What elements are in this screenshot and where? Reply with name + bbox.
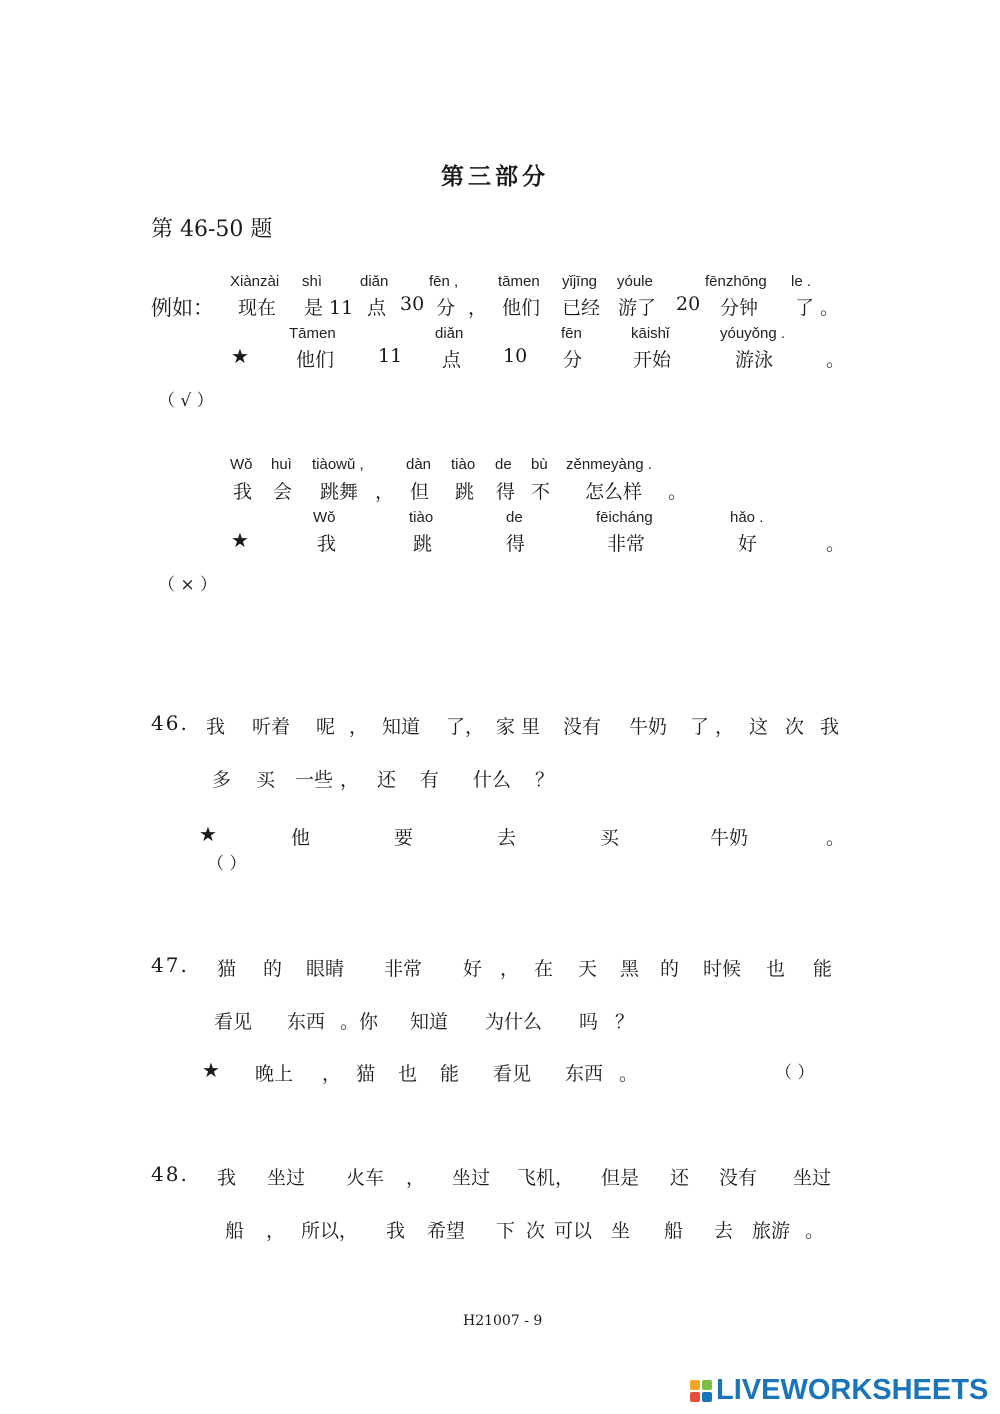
example2-stmt-word: 。 bbox=[826, 533, 846, 555]
q47-word: 时候 bbox=[703, 958, 742, 980]
q47-word: 眼睛 bbox=[306, 958, 345, 980]
q48-word: 所以， bbox=[301, 1220, 359, 1242]
question-number: 48. bbox=[151, 1162, 189, 1186]
q46-word: 有 bbox=[420, 769, 440, 791]
q48-word: 船 bbox=[225, 1220, 245, 1242]
q47-word: 东西 bbox=[287, 1011, 326, 1033]
example2-stmt-word: 非常 bbox=[607, 533, 646, 555]
q47-stmt-word: 东西 bbox=[565, 1063, 604, 1085]
example1-pinyin-word: shì bbox=[302, 273, 323, 290]
example1-hanzi-word: 是 11 bbox=[304, 297, 354, 319]
q48-word: 下 bbox=[496, 1220, 516, 1242]
q47-stmt-word: 。 bbox=[619, 1063, 639, 1085]
example2-pinyin-word: bù bbox=[531, 456, 548, 473]
q47-stmt-word: 猫 bbox=[356, 1063, 376, 1085]
q48-word: 坐过 bbox=[267, 1167, 306, 1189]
q46-word: 知道 bbox=[382, 716, 421, 738]
q46-word: 没有 bbox=[563, 716, 602, 738]
example2-pinyin-word: huì bbox=[271, 456, 292, 473]
q48-word: 坐 bbox=[611, 1220, 631, 1242]
example1-stmt-pinyin-word: fēn bbox=[561, 325, 582, 342]
example1-stmt-word: 。 bbox=[826, 349, 846, 371]
example1-hanzi-word: ， bbox=[468, 297, 488, 319]
q47-word: 。你 bbox=[340, 1011, 379, 1033]
example2-pinyin-word: de bbox=[495, 456, 512, 473]
example2-pinyin-word: tiàowǔ , bbox=[312, 456, 364, 473]
example1-stmt-pinyin-word: diǎn bbox=[435, 325, 464, 342]
q46-word: 了 bbox=[690, 716, 710, 738]
example2-stmt-pinyin-word: tiào bbox=[409, 509, 434, 526]
q46-answer-box[interactable]: （ ） bbox=[207, 854, 247, 874]
page-footer: H21007 - 9 bbox=[463, 1313, 543, 1329]
page-title: 第三部分 bbox=[441, 163, 549, 190]
example2-hanzi-word: 怎么样 bbox=[585, 481, 643, 503]
example2-stmt-pinyin-word: fēicháng bbox=[596, 509, 653, 526]
question-number: 47. bbox=[151, 953, 189, 977]
q48-word: 坐过 bbox=[793, 1167, 832, 1189]
q47-word: 吗 bbox=[579, 1011, 599, 1033]
q46-word: 听着 bbox=[252, 716, 291, 738]
q48-word: 我 bbox=[386, 1220, 406, 1242]
q46-word: 一些 bbox=[295, 769, 334, 791]
q47-word: 为什么 bbox=[485, 1011, 543, 1033]
q46-word: ， bbox=[349, 716, 369, 738]
q48-word: 旅游 bbox=[752, 1220, 791, 1242]
q47-word: 看见 bbox=[214, 1011, 253, 1033]
example1-hanzi-word: 他们 bbox=[502, 297, 541, 319]
q46-word: 多 bbox=[212, 769, 232, 791]
q47-word: 非常 bbox=[384, 958, 423, 980]
logo-square bbox=[702, 1380, 712, 1390]
example1-hanzi-word: 20 bbox=[676, 293, 701, 315]
example1-stmt-word: 开始 bbox=[633, 349, 672, 371]
example2-hanzi-word: 得 bbox=[496, 481, 516, 503]
example1-hanzi-word: 了 bbox=[795, 297, 815, 319]
example1-pinyin-word: le . bbox=[791, 273, 812, 290]
q48-word: ， bbox=[266, 1220, 286, 1242]
example2-pinyin-word: zěnmeyàng . bbox=[566, 456, 652, 473]
q47-stmt-word: 也 bbox=[398, 1063, 418, 1085]
q47-word: 猫 bbox=[217, 958, 237, 980]
q48-word: 希望 bbox=[427, 1220, 466, 1242]
q46-stmt-word: 买 bbox=[600, 827, 620, 849]
example2-hanzi-word: 我 bbox=[233, 481, 253, 503]
example1-stmt-pinyin-word: yóuyǒng . bbox=[720, 325, 786, 342]
q47-answer-box[interactable]: （ ） bbox=[775, 1063, 815, 1083]
example1-stmt-pinyin-word: kāishǐ bbox=[631, 325, 670, 342]
q46-word: 我 bbox=[820, 716, 840, 738]
q48-word: ， bbox=[406, 1167, 426, 1189]
q46-word: 这 bbox=[749, 716, 769, 738]
example1-hanzi-word: 现在 bbox=[238, 297, 277, 319]
liveworksheets-logo[interactable] bbox=[690, 1374, 988, 1407]
q48-word: 火车 bbox=[346, 1167, 385, 1189]
example1-stmt-word: 11 bbox=[378, 345, 403, 367]
q48-word: 可以 bbox=[554, 1220, 593, 1242]
q47-stmt-word: 能 bbox=[440, 1063, 460, 1085]
q46-word: 次 bbox=[785, 716, 805, 738]
star-icon: ★ bbox=[199, 822, 217, 846]
q46-word: ？ bbox=[535, 769, 555, 791]
example1-answer: （ √ ） bbox=[158, 391, 214, 411]
example1-hanzi-word: 。 bbox=[820, 297, 840, 319]
section-subtitle: 第 46-50 题 bbox=[151, 217, 273, 242]
example1-pinyin-word: tāmen bbox=[498, 273, 540, 290]
q47-stmt-word: ， bbox=[322, 1063, 342, 1085]
q47-word: 在 bbox=[534, 958, 554, 980]
q46-word: 了， bbox=[446, 716, 485, 738]
star-icon: ★ bbox=[231, 344, 249, 368]
q46-word: 我 bbox=[206, 716, 226, 738]
q47-word: ， bbox=[500, 958, 520, 980]
q47-stmt-word: 晚上 bbox=[255, 1063, 294, 1085]
example1-stmt-word: 游泳 bbox=[735, 349, 774, 371]
q46-stmt-word: 去 bbox=[497, 827, 517, 849]
logo-square bbox=[702, 1392, 712, 1402]
example2-stmt-word: 得 bbox=[506, 533, 526, 555]
q46-word: 什么 bbox=[473, 769, 512, 791]
logo-square bbox=[690, 1392, 700, 1402]
q47-word: 能 bbox=[813, 958, 833, 980]
q47-word: 也 bbox=[766, 958, 786, 980]
q48-word: 坐过 bbox=[452, 1167, 491, 1189]
example2-stmt-word: 我 bbox=[317, 533, 337, 555]
example1-stmt-word: 10 bbox=[503, 345, 528, 367]
q46-word: 家 里 bbox=[496, 716, 541, 738]
star-icon: ★ bbox=[202, 1058, 220, 1082]
example2-hanzi-word: ， bbox=[375, 481, 395, 503]
q47-word: 天 bbox=[578, 958, 598, 980]
q47-word: 知道 bbox=[410, 1011, 449, 1033]
star-icon: ★ bbox=[231, 528, 249, 552]
q46-word: 还 bbox=[377, 769, 397, 791]
q47-word: 的 bbox=[660, 958, 680, 980]
example2-hanzi-word: 跳 bbox=[455, 481, 475, 503]
q48-word: 去 bbox=[714, 1220, 734, 1242]
example2-pinyin-word: dàn bbox=[406, 456, 432, 473]
q47-word: ？ bbox=[615, 1011, 635, 1033]
q46-stmt-word: 要 bbox=[394, 827, 414, 849]
question-number: 46. bbox=[151, 711, 189, 735]
example1-hanzi-word: 已经 bbox=[562, 297, 601, 319]
q48-word: 我 bbox=[217, 1167, 237, 1189]
example1-prefix: 例如： bbox=[151, 296, 214, 320]
example1-hanzi-word: 游了 bbox=[618, 297, 657, 319]
example2-hanzi-word: 。 bbox=[668, 481, 688, 503]
example2-pinyin-word: Wǒ bbox=[230, 456, 253, 473]
q46-word: ， bbox=[340, 769, 360, 791]
example2-pinyin-word: tiào bbox=[451, 456, 476, 473]
example1-pinyin-word: fēnzhōng bbox=[705, 273, 767, 290]
example1-pinyin-word: Xiànzài bbox=[230, 273, 280, 290]
example1-pinyin-word: fēn , bbox=[429, 273, 459, 290]
example1-pinyin-word: diǎn bbox=[360, 273, 389, 290]
q46-word: 买 bbox=[256, 769, 276, 791]
example2-answer: （ × ） bbox=[158, 575, 218, 595]
q48-word: 但是 bbox=[601, 1167, 640, 1189]
example1-stmt-word: 他们 bbox=[296, 349, 335, 371]
example1-hanzi-word: 30 bbox=[400, 293, 425, 315]
q46-stmt-word: 他 bbox=[291, 827, 311, 849]
example2-stmt-pinyin-word: de bbox=[506, 509, 523, 526]
q47-word: 黑 bbox=[620, 958, 640, 980]
q48-word: 船 bbox=[664, 1220, 684, 1242]
q48-word: 没有 bbox=[719, 1167, 758, 1189]
q46-stmt-word: 牛奶 bbox=[710, 827, 749, 849]
q48-word: 飞机， bbox=[517, 1167, 575, 1189]
q46-word: 呢 bbox=[316, 716, 336, 738]
logo-text: LIVEWORKSHEETS bbox=[716, 1374, 989, 1406]
example2-stmt-pinyin-word: hǎo . bbox=[730, 509, 764, 526]
q47-word: 好 bbox=[463, 958, 483, 980]
example1-hanzi-word: 分 bbox=[436, 297, 456, 319]
q46-word: ， bbox=[715, 716, 735, 738]
example2-hanzi-word: 但 bbox=[410, 481, 430, 503]
example1-stmt-pinyin-word: Tāmen bbox=[289, 325, 336, 342]
example2-stmt-pinyin-word: Wǒ bbox=[313, 509, 336, 526]
q46-word: 牛奶 bbox=[629, 716, 668, 738]
example2-hanzi-word: 不 bbox=[531, 481, 551, 503]
q48-word: 还 bbox=[670, 1167, 690, 1189]
q47-word: 的 bbox=[263, 958, 283, 980]
example1-pinyin-word: yǐjīng bbox=[562, 273, 598, 290]
example2-stmt-word: 跳 bbox=[413, 533, 433, 555]
q46-stmt-word: 。 bbox=[826, 827, 846, 849]
q47-stmt-word: 看见 bbox=[493, 1063, 532, 1085]
example1-hanzi-word: 分钟 bbox=[720, 297, 759, 319]
example2-stmt-word: 好 bbox=[738, 533, 758, 555]
logo-square bbox=[690, 1380, 700, 1390]
q48-word: 。 bbox=[805, 1220, 825, 1242]
q48-word: 次 bbox=[526, 1220, 546, 1242]
example1-pinyin-word: yóule bbox=[617, 273, 653, 290]
logo-mark-icon bbox=[690, 1380, 712, 1402]
example2-hanzi-word: 会 bbox=[273, 481, 293, 503]
example2-hanzi-word: 跳舞 bbox=[320, 481, 359, 503]
example1-stmt-word: 分 bbox=[563, 349, 583, 371]
example1-hanzi-word: 点 bbox=[367, 297, 387, 319]
example1-stmt-word: 点 bbox=[442, 349, 462, 371]
